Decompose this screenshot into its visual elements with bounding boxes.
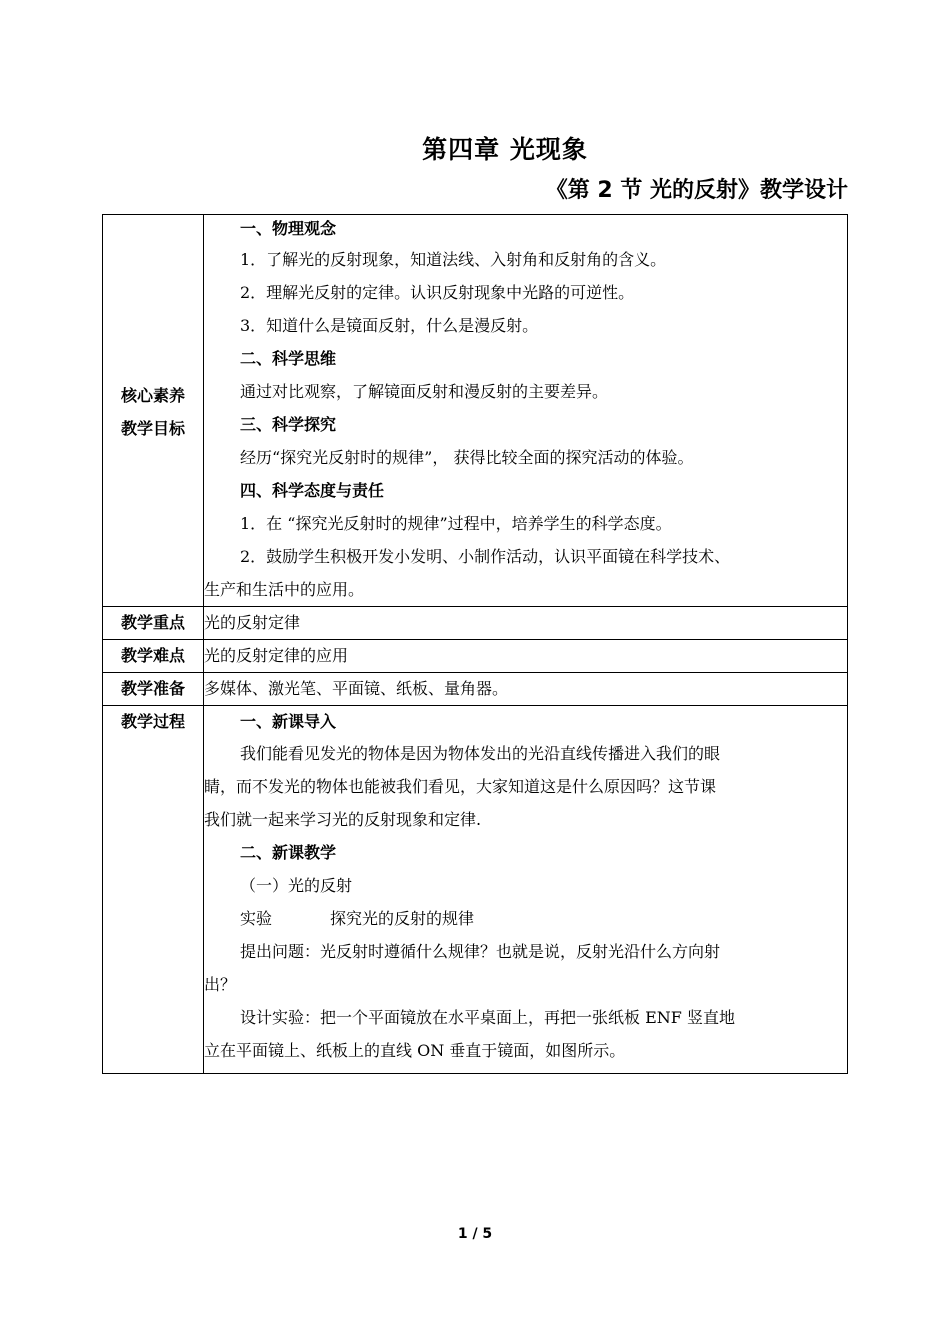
paragraph: 2．理解光反射的定律。认识反射现象中光路的可逆性。: [240, 283, 635, 302]
core-content-cell: [204, 215, 848, 607]
difficulty-text: 光的反射定律的应用: [204, 646, 349, 665]
chapter-title: 第四章 光现象: [422, 135, 588, 164]
paragraph: 设计实验：把一个平面镜放在水平桌面上，再把一张纸板 ENF 竖直地: [240, 1008, 735, 1027]
table-row-core: [103, 215, 848, 607]
table-row-prep: [103, 673, 848, 706]
core-label-line1: 核心素养: [120, 386, 185, 405]
key-point-cell: [204, 607, 848, 640]
paragraph: 2．鼓励学生积极开发小发明、小制作活动，认识平面镜在科学技术、: [240, 547, 731, 566]
paragraph: 睛，而不发光的物体也能被我们看见，大家知道这是什么原因吗？这节课: [204, 777, 717, 796]
prep-text: 多媒体、激光笔、平面镜、纸板、量角器。: [204, 679, 509, 698]
paragraph: 1．在 “探究光反射时的规律”过程中，培养学生的科学态度。: [240, 514, 672, 533]
experiment-label: 实验: [240, 909, 273, 928]
paragraph: 出？: [204, 975, 237, 994]
core-label-line2: 教学目标: [120, 419, 185, 438]
section-heading: 一、新课导入: [240, 712, 337, 731]
prep-cell: [204, 673, 848, 706]
paragraph: 我们能看见发光的物体是因为物体发出的光沿直线传播进入我们的眼: [240, 744, 721, 763]
key-point-text: 光的反射定律: [204, 613, 301, 632]
key-point-label: 教学重点: [103, 607, 204, 640]
table-row-key-point: [103, 607, 848, 640]
paragraph: 提出问题：光反射时遵循什么规律？也就是说，反射光沿什么方向射: [240, 942, 721, 961]
paragraph: 立在平面镜上、纸板上的直线 ON 垂直于镜面，如图所示。: [204, 1041, 626, 1060]
paragraph: 1．了解光的反射现象，知道法线、入射角和反射角的含义。: [240, 250, 667, 269]
section-heading: 三、科学探究: [240, 415, 337, 434]
section-heading: 一、物理观念: [240, 219, 337, 238]
experiment-line: [204, 902, 847, 935]
paragraph: 通过对比观察，了解镜面反射和漫反射的主要差异。: [240, 382, 609, 401]
table-row-process: [103, 706, 848, 1074]
lesson-title: 《第 2 节 光的反射》教学设计: [545, 178, 848, 203]
prep-label: 教学准备: [103, 673, 204, 706]
paragraph: 经历“探究光反射时的规律”， 获得比较全面的探究活动的体验。: [240, 448, 694, 467]
paragraph: 3．知道什么是镜面反射，什么是漫反射。: [240, 316, 539, 335]
section-heading: 二、科学思维: [240, 349, 337, 368]
paragraph: 我们就一起来学习光的反射现象和定律.: [204, 810, 482, 829]
section-heading: 二、新课教学: [240, 843, 337, 862]
lesson-plan-table: [102, 214, 848, 1074]
subheading: （一）光的反射: [240, 876, 353, 895]
table-row-difficulty: [103, 640, 848, 673]
core-label-cell: [103, 215, 204, 607]
section-heading: 四、科学态度与责任: [240, 481, 385, 500]
experiment-title: 探究光的反射的规律: [330, 909, 475, 928]
difficulty-cell: [204, 640, 848, 673]
process-label: 教学过程: [103, 706, 204, 1074]
paragraph: 生产和生活中的应用。: [204, 580, 365, 599]
difficulty-label: 教学难点: [103, 640, 204, 673]
process-content-cell: [204, 706, 848, 1074]
page-number: 1 / 5: [457, 1226, 493, 1242]
